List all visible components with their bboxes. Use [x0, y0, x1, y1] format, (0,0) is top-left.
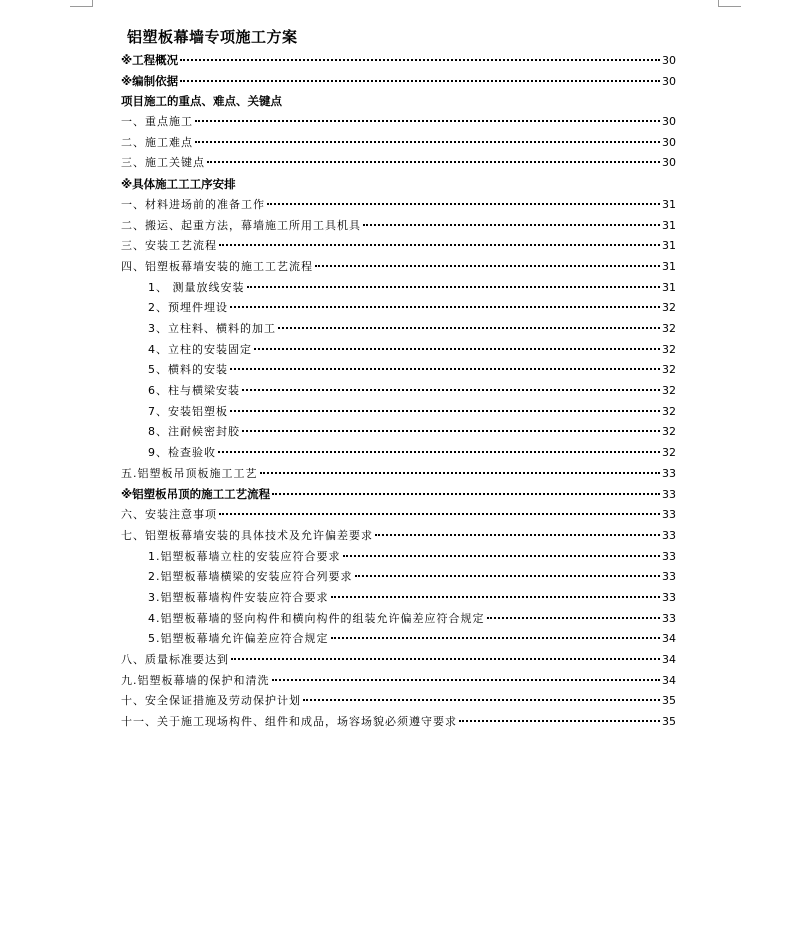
- toc-entry-label: 5.铝塑板幕墙允许偏差应符合规定: [148, 632, 329, 646]
- toc-dot-leader: [231, 657, 660, 660]
- toc-entry-label: 3.铝塑板幕墙构件安装应符合要求: [148, 590, 329, 604]
- toc-entry[interactable]: [121, 174, 676, 195]
- toc-entry[interactable]: [121, 691, 676, 712]
- toc-dot-leader: [375, 533, 660, 536]
- toc-entry-label: 1.铝塑板幕墙立柱的安装应符合要求: [148, 549, 341, 563]
- toc-page-number: 31: [662, 197, 676, 211]
- toc-entry-label: 5、横料的安装: [148, 363, 228, 377]
- toc-dot-leader: [242, 429, 660, 432]
- toc-dot-leader: [363, 223, 660, 226]
- toc-entry[interactable]: [121, 112, 676, 133]
- toc-entry[interactable]: [121, 381, 676, 402]
- toc-entry[interactable]: [121, 91, 676, 112]
- toc-dot-leader: [180, 79, 660, 82]
- toc-entry-label: 三、安装工艺流程: [121, 239, 217, 253]
- toc-dot-leader: [180, 58, 660, 61]
- table-of-contents: [121, 50, 676, 733]
- toc-dot-leader: [242, 388, 660, 391]
- toc-entry-label: 七、铝塑板幕墙安装的具体技术及允许偏差要求: [121, 528, 373, 542]
- toc-page-number: 34: [662, 652, 676, 666]
- toc-entry[interactable]: [121, 547, 676, 568]
- toc-dot-leader: [272, 492, 660, 495]
- toc-page-number: 33: [662, 590, 676, 604]
- toc-page-number: 31: [662, 280, 676, 294]
- toc-dot-leader: [254, 347, 660, 350]
- toc-entry[interactable]: [121, 464, 676, 485]
- toc-dot-leader: [247, 285, 661, 288]
- toc-page-number: 33: [662, 549, 676, 563]
- toc-entry-label: 十、安全保证措施及劳动保护计划: [121, 694, 301, 708]
- toc-dot-leader: [267, 202, 660, 205]
- toc-dot-leader: [303, 698, 660, 701]
- toc-page-number: 30: [662, 156, 676, 170]
- toc-page-number: 30: [662, 115, 676, 129]
- toc-entry-label: 2.铝塑板幕墙横梁的安装应符合列要求: [148, 570, 353, 584]
- toc-entry-label: 二、搬运、起重方法，幕墙施工所用工具机具: [121, 218, 361, 232]
- toc-page-number: 33: [662, 508, 676, 522]
- toc-entry[interactable]: [121, 216, 676, 237]
- toc-entry[interactable]: [121, 236, 676, 257]
- toc-dot-leader: [260, 471, 661, 474]
- toc-entry[interactable]: [121, 609, 676, 630]
- toc-entry[interactable]: [121, 257, 676, 278]
- toc-entry[interactable]: [121, 195, 676, 216]
- toc-entry-label: 6、柱与横梁安装: [148, 384, 240, 397]
- toc-page-number: 32: [662, 363, 676, 377]
- toc-entry-label: 1、 测量放线安装: [148, 280, 245, 294]
- toc-dot-leader: [315, 264, 660, 267]
- toc-entry[interactable]: [121, 629, 676, 650]
- toc-entry[interactable]: [121, 671, 676, 692]
- toc-entry-label: 九.铝塑板幕墙的保护和清洗: [121, 673, 270, 687]
- toc-entry[interactable]: [121, 650, 676, 671]
- toc-dot-leader: [207, 160, 660, 163]
- toc-entry[interactable]: [121, 443, 676, 464]
- toc-dot-leader: [331, 595, 661, 598]
- toc-page-number: 30: [662, 74, 676, 88]
- toc-dot-leader: [331, 636, 661, 639]
- toc-entry[interactable]: [121, 133, 676, 154]
- toc-dot-leader: [459, 719, 660, 722]
- toc-entry-label: 十一、关于施工现场构件、组件和成品，场容场貌必须遵守要求: [121, 715, 457, 728]
- toc-page-number: 34: [662, 632, 676, 646]
- toc-dot-leader: [195, 140, 660, 143]
- toc-entry-label: ※编制依据: [121, 73, 179, 88]
- toc-entry-label: ※铝塑板吊顶的施工工艺流程: [121, 487, 271, 502]
- toc-entry[interactable]: [121, 505, 676, 526]
- toc-dot-leader: [230, 409, 660, 412]
- toc-entry-label: 4、立柱的安装固定: [148, 342, 252, 356]
- toc-entry-label: 三、施工关键点: [121, 156, 205, 170]
- toc-page-number: 31: [662, 218, 676, 232]
- toc-entry[interactable]: [121, 319, 676, 340]
- toc-page-number: 30: [662, 54, 676, 67]
- toc-entry[interactable]: [121, 278, 676, 299]
- toc-entry-label: 项目施工的重点、难点、关键点: [121, 94, 282, 109]
- toc-page-number: 34: [662, 673, 676, 687]
- toc-entry[interactable]: [121, 402, 676, 423]
- toc-entry-label: 五.铝塑板吊顶板施工工艺: [121, 466, 258, 480]
- toc-page-number: 32: [662, 301, 676, 315]
- toc-entry-label: 二、施工难点: [121, 135, 193, 149]
- toc-entry[interactable]: [121, 340, 676, 361]
- page-corner-marker-right: [718, 0, 741, 7]
- toc-page-number: 31: [662, 259, 676, 273]
- toc-entry[interactable]: [121, 50, 676, 71]
- toc-page-number: 33: [662, 570, 676, 584]
- toc-entry-label: ※具体施工工工序安排: [121, 177, 236, 192]
- toc-entry-label: 4.铝塑板幕墙的竖向构件和横向构件的组装允许偏差应符合规定: [148, 611, 485, 625]
- document-title: 铝塑板幕墙专项施工方案: [127, 28, 298, 46]
- toc-page-number: 30: [662, 135, 676, 149]
- toc-entry-label: 9、检查验收: [148, 446, 216, 460]
- toc-entry-label: 7、安装铝塑板: [148, 404, 228, 418]
- toc-dot-leader: [218, 450, 660, 453]
- toc-entry-label: 3、立柱料、横料的加工: [148, 321, 276, 335]
- toc-entry-label: 八、质量标准要达到: [121, 652, 229, 666]
- toc-dot-leader: [355, 574, 661, 577]
- toc-dot-leader: [195, 119, 660, 122]
- toc-page-number: 31: [662, 239, 676, 253]
- toc-entry-label: 一、材料进场前的准备工作: [121, 197, 265, 211]
- toc-dot-leader: [487, 616, 661, 619]
- toc-entry-label: 一、重点施工: [121, 115, 193, 129]
- toc-page-number: 32: [662, 321, 676, 335]
- toc-dot-leader: [343, 554, 661, 557]
- toc-entry[interactable]: [121, 567, 676, 588]
- toc-entry[interactable]: [121, 712, 676, 733]
- toc-entry[interactable]: [121, 71, 676, 92]
- toc-dot-leader: [272, 678, 661, 681]
- toc-page-number: 32: [662, 446, 676, 460]
- toc-entry[interactable]: [121, 526, 676, 547]
- toc-page-number: 33: [662, 466, 676, 480]
- toc-entry[interactable]: [121, 588, 676, 609]
- toc-entry-label: ※工程概况: [121, 53, 179, 67]
- toc-entry-label: 六、安装注意事项: [121, 508, 217, 522]
- toc-page-number: 35: [662, 715, 676, 728]
- toc-dot-leader: [230, 367, 660, 370]
- page-corner-marker-left: [70, 0, 93, 7]
- toc-page-number: 33: [662, 528, 676, 542]
- toc-page-number: 33: [662, 488, 676, 502]
- toc-page-number: 32: [662, 425, 676, 439]
- toc-page-number: 32: [662, 342, 676, 356]
- toc-entry[interactable]: [121, 153, 676, 174]
- toc-entry-label: 8、注耐候密封胶: [148, 425, 240, 439]
- toc-entry-label: 2、预埋件埋设: [148, 301, 228, 315]
- toc-page-number: 32: [662, 384, 676, 397]
- toc-entry[interactable]: [121, 422, 676, 443]
- toc-entry-label: 四、铝塑板幕墙安装的施工工艺流程: [121, 259, 313, 273]
- toc-page-number: 33: [662, 611, 676, 625]
- toc-dot-leader: [230, 305, 660, 308]
- toc-page-number: 35: [662, 694, 676, 708]
- toc-dot-leader: [278, 326, 660, 329]
- toc-entry[interactable]: [121, 298, 676, 319]
- toc-dot-leader: [219, 243, 660, 246]
- toc-entry[interactable]: [121, 484, 676, 505]
- toc-dot-leader: [219, 512, 660, 515]
- toc-entry[interactable]: [121, 360, 676, 381]
- toc-page-number: 32: [662, 404, 676, 418]
